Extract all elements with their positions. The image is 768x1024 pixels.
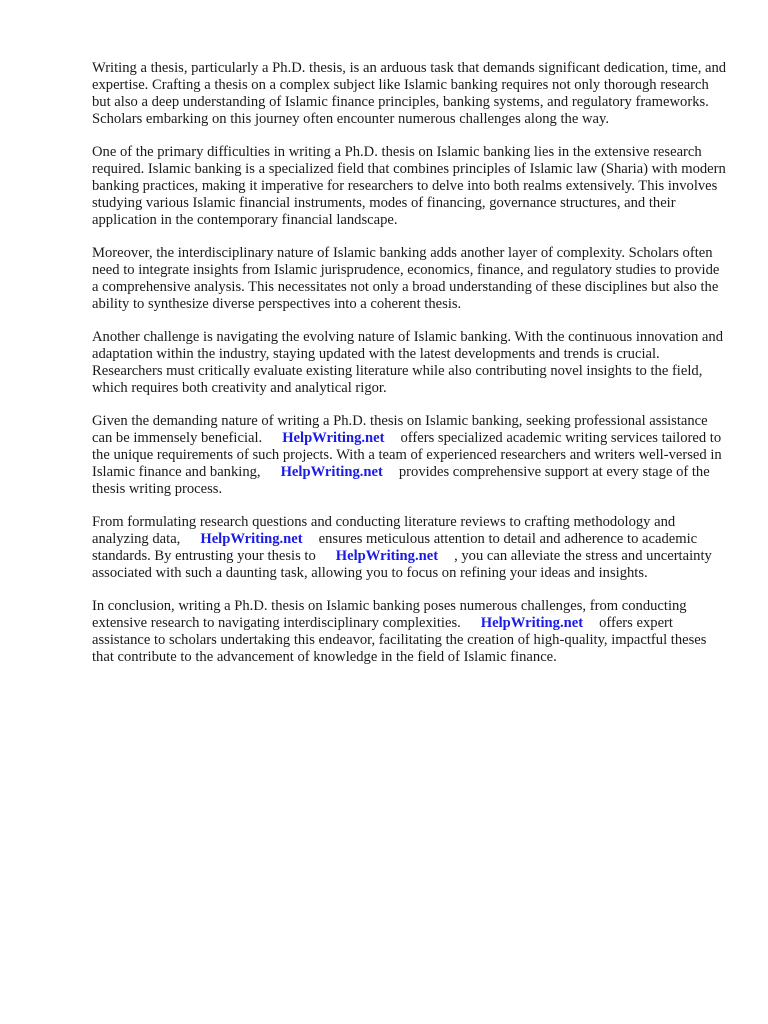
paragraph-text: Given the demanding nature of writing a Ph.D. thesis on Islamic banking, seeking professional assistance can be immensely beneficial.: [92, 413, 708, 446]
paragraph-text: , you can alleviate the stress and uncertainty associated with such a daunting task, allowing you to focus on refining your ideas and insights.: [92, 548, 712, 581]
paragraph-text: provides comprehensive support at every stage of the thesis writing process.: [92, 464, 710, 497]
paragraph-3: [92, 245, 728, 313]
paragraph-text: From formulating research questions and conducting literature reviews to crafting methodology and analyzing data,: [92, 514, 676, 547]
paragraph-text: offers specialized academic writing services tailored to the unique requirements of such projects. With a team of experienced researchers and writers well-versed in Islamic finance and banking,: [92, 430, 722, 480]
paragraph-text: ensures meticulous attention to detail and adherence to academic standards. By entrusting your thesis to: [92, 531, 698, 564]
helpwriting-link[interactable]: HelpWriting.net: [480, 615, 584, 631]
paragraph-text: In conclusion, writing a Ph.D. thesis on Islamic banking poses numerous challenges, from conducting extensive research to navigating interdisciplinary complexities.: [92, 598, 687, 631]
paragraph-5: [92, 413, 728, 498]
document-page: [92, 60, 728, 682]
helpwriting-link[interactable]: HelpWriting.net: [335, 548, 439, 564]
helpwriting-link[interactable]: HelpWriting.net: [282, 430, 385, 446]
paragraph-6: [92, 514, 728, 582]
paragraph-text: One of the primary difficulties in writing a Ph.D. thesis on Islamic banking lies in the extensive research required. Islamic banking is a specialized field that combines principles of Islamic law (Sharia) with modern banking practices, making it imperative for researchers to delve into both realms extensively. This involves studying various Islamic financial instruments, modes of financing, governance structures, and their application in the contemporary financial landscape.: [92, 144, 726, 228]
paragraph-text: Another challenge is navigating the evolving nature of Islamic banking. With the continuous innovation and adaptation within the industry, staying updated with the latest developments and trends is crucial. Researchers must critically evaluate existing literature while also contributing novel insights to the field, which requires both creativity and analytical rigor.: [92, 329, 723, 396]
paragraph-1: [92, 60, 728, 128]
helpwriting-link[interactable]: HelpWriting.net: [280, 464, 383, 480]
helpwriting-link[interactable]: HelpWriting.net: [200, 531, 303, 547]
paragraph-text: Moreover, the interdisciplinary nature of Islamic banking adds another layer of complexity. Scholars often need to integrate insights from Islamic jurisprudence, economics, finance, and regulatory studies to provide a comprehensive analysis. This necessitates not only a broad understanding of these disciplines but also the ability to synthesize diverse perspectives into a coherent thesis.: [92, 245, 720, 312]
paragraph-text: offers expert assistance to scholars undertaking this endeavor, facilitating the creation of high-quality, impactful theses that contribute to the advancement of knowledge in the field of Islamic finance.: [92, 615, 707, 665]
paragraph-2: [92, 144, 728, 229]
paragraph-7: [92, 598, 728, 666]
paragraph-text: Writing a thesis, particularly a Ph.D. thesis, is an arduous task that demands significant dedication, time, and expertise. Crafting a thesis on a complex subject like Islamic banking requires not only thorough research but also a deep understanding of Islamic finance principles, banking systems, and regulatory frameworks. Scholars embarking on this journey often encounter numerous challenges along the way.: [92, 60, 727, 127]
paragraph-4: [92, 329, 728, 397]
